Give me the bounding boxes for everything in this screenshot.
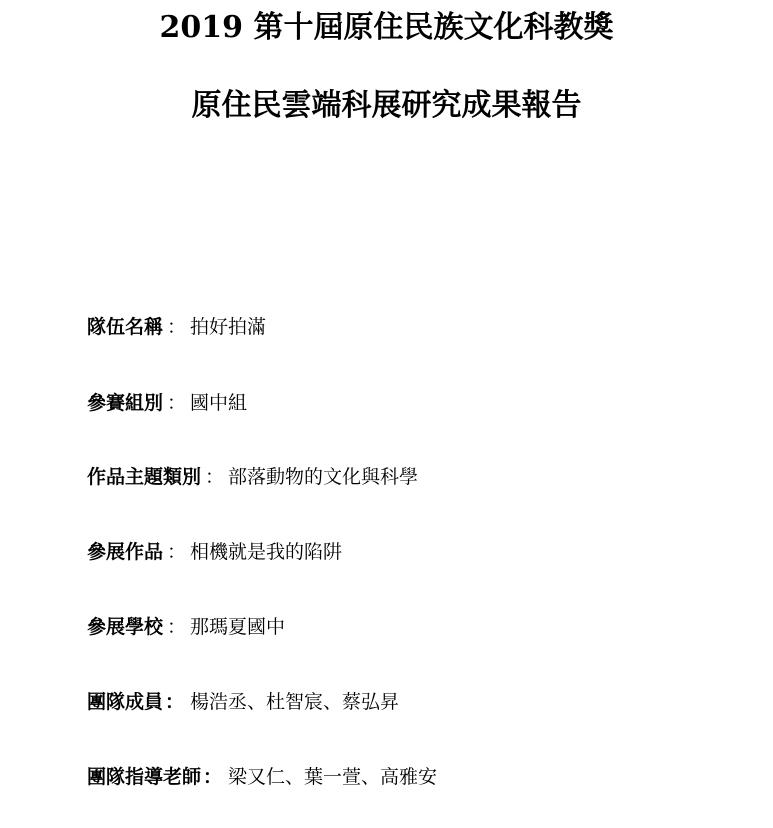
field-value: 部落動物的文化與科學 xyxy=(228,466,419,488)
field-team-name xyxy=(87,314,266,340)
field-value: 楊浩丞、杜智宸、蔡弘昇 xyxy=(190,691,400,713)
field-value: 梁又仁、葉一萱、高雅安 xyxy=(228,766,438,788)
field-separator: ： xyxy=(205,466,225,488)
field-separator: ： xyxy=(203,766,223,788)
field-theme-category xyxy=(87,464,418,490)
field-separator: ： xyxy=(167,616,187,638)
field-separator: ： xyxy=(167,316,187,338)
field-separator: ： xyxy=(167,392,187,414)
field-advisors xyxy=(87,764,437,790)
field-separator: ： xyxy=(165,691,185,713)
field-label: 團隊指導老師 xyxy=(87,766,202,788)
field-team-members xyxy=(87,689,399,715)
field-label: 隊伍名稱 xyxy=(87,316,164,338)
field-label: 參賽組別 xyxy=(87,392,164,414)
field-label: 參展學校 xyxy=(87,616,164,638)
field-value: 拍好拍滿 xyxy=(190,316,267,338)
field-label: 參展作品 xyxy=(87,541,164,563)
document-subtitle: 原住民雲端科展研究成果報告 xyxy=(191,88,582,123)
field-label: 團隊成員 xyxy=(87,691,164,713)
field-value: 那瑪夏國中 xyxy=(190,616,286,638)
field-entry-title xyxy=(87,539,342,565)
document-title: 2019 第十屆原住民族文化科教獎 xyxy=(159,10,614,45)
field-school xyxy=(87,614,285,640)
field-value: 相機就是我的陷阱 xyxy=(190,541,343,563)
field-value: 國中組 xyxy=(190,392,248,414)
field-division xyxy=(87,390,247,416)
field-label: 作品主題類別 xyxy=(87,466,202,488)
field-separator: ： xyxy=(167,541,187,563)
